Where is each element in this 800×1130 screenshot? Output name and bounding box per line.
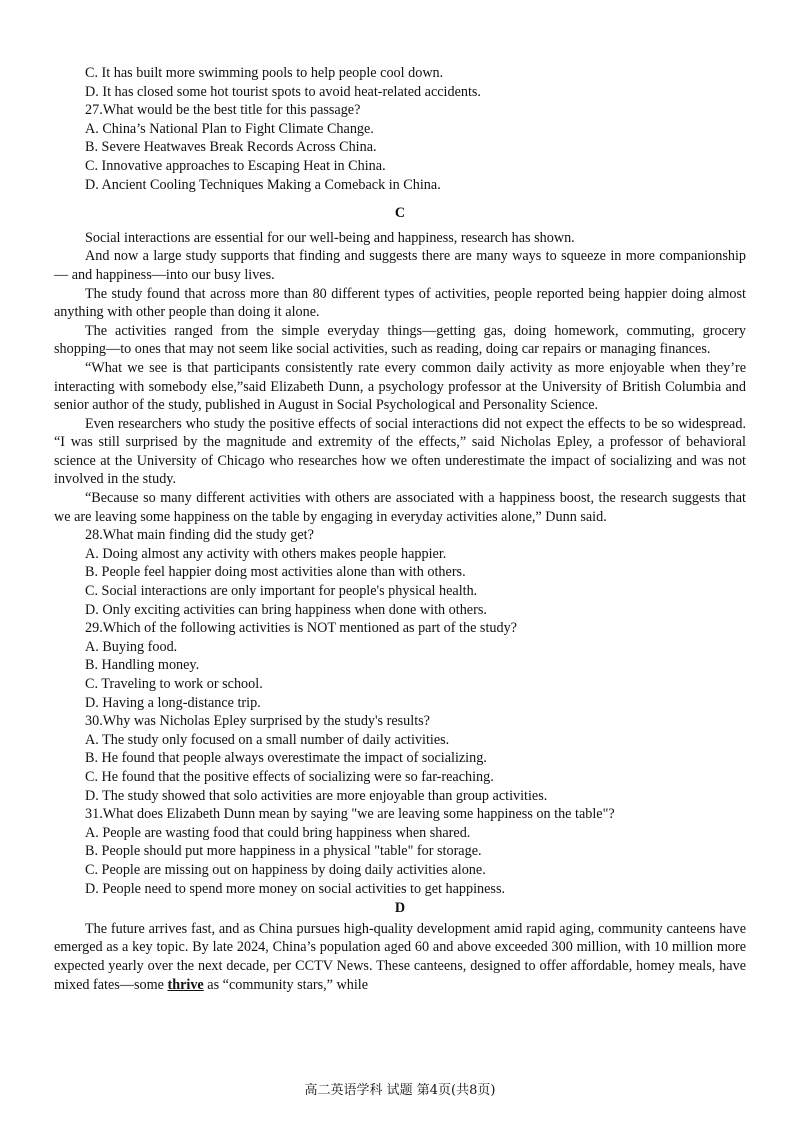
option-line: A. Buying food. xyxy=(85,638,178,655)
section-c-heading: C xyxy=(394,205,406,222)
option-line: B. People should put more happiness in a physical "table" for storage. xyxy=(85,843,482,860)
section-d-heading: D xyxy=(394,900,406,917)
option-line: D. Ancient Cooling Techniques Making a Comeback in China. xyxy=(85,176,441,193)
passage-d-paragraph-1 xyxy=(54,920,746,994)
question-30: 30.Why was Nicholas Epley surprised by the study's results? xyxy=(85,713,430,730)
passage-c-paragraph-4: The activities ranged from the simple everyday things—getting gas, doing homework, commuting, grocery shopping—to ones that may not seem like social activities, such as reading, doing car repairs or managing finances. xyxy=(54,322,746,358)
option-line: A. The study only focused on a small number of daily activities. xyxy=(85,731,450,748)
option-line: C. It has built more swimming pools to help people cool down. xyxy=(85,65,444,81)
question-29: 29.Which of the following activities is NOT mentioned as part of the study? xyxy=(85,620,517,637)
option-line: A. Doing almost any activity with others makes people happier. xyxy=(85,545,447,562)
page-footer: 高二英语学科 试题 第4页(共8页) xyxy=(304,1083,496,1098)
underlined-word: thrive xyxy=(167,976,204,993)
passage-c-paragraph-1: Social interactions are essential for our well-being and happiness, research has shown. xyxy=(85,229,575,246)
option-line: B. Handling money. xyxy=(85,657,200,674)
option-line: C. Traveling to work or school. xyxy=(85,676,263,692)
option-line: C. He found that the positive effects of socializing were so far-reaching. xyxy=(85,768,494,785)
passage-c-paragraph-7: “Because so many different activities with others are associated with a happiness boost, the research suggests that we are leaving some happiness on the table by engaging in everyday activities alone,” Dunn said. xyxy=(54,490,746,525)
question-27: 27.What would be the best title for this passage? xyxy=(85,102,361,119)
option-line: C. People are missing out on happiness by doing daily activities alone. xyxy=(85,861,486,878)
question-31: 31.What does Elizabeth Dunn mean by saying "we are leaving some happiness on the table"? xyxy=(85,806,615,823)
passage-d-text: The future arrives fast, and as China pursues high-quality development amid rapid aging, community canteens have emerged as a key topic. By late 2024, China’s population aged 60 and above exceeded 300 million, with 10 million more expected yearly over the next decade, per CCTV News. These canteens, designed to offer affordable, homey meals, have mixed fates—some xyxy=(54,920,746,993)
passage-c-paragraph-6: Even researchers who study the positive effects of social interactions did not expect the effects to be so widespread. “I was still surprised by the magnitude and extremity of the effects,” said Nicholas Epley, a professor of behavioral science at the University of Chicago who researches how we often underestimate the impact of socializing and was not involved in the study. xyxy=(54,415,746,488)
option-line: A. People are wasting food that could bring happiness when shared. xyxy=(85,824,471,841)
option-line: B. Severe Heatwaves Break Records Across China. xyxy=(85,139,377,156)
passage-c-paragraph-2: And now a large study supports that finding and suggests there are many ways to squeeze in more companionship — and happiness—into our busy lives. xyxy=(54,248,746,283)
option-line: B. People feel happier doing most activities alone than with others. xyxy=(85,564,466,581)
option-line: A. China’s National Plan to Fight Climate Change. xyxy=(85,120,374,137)
option-line: D. People need to spend more money on social activities to get happiness. xyxy=(85,880,506,897)
option-line: D. The study showed that solo activities are more enjoyable than group activities. xyxy=(85,787,548,804)
option-line: B. He found that people always overestimate the impact of socializing. xyxy=(85,750,487,767)
passage-c-paragraph-3: The study found that across more than 80 different types of activities, people reported being happier doing almost anything with other people than doing it alone. xyxy=(54,285,746,321)
option-line: D. Only exciting activities can bring happiness when done with others. xyxy=(85,601,487,618)
passage-c-paragraph-5: “What we see is that participants consistently rate every common daily activity as more enjoyable when they’re interacting with somebody else,”said Elizabeth Dunn, a psychology professor at the University of British Columbia and senior author of the study, published in August in Social Psychological and Personality Science. xyxy=(54,359,746,414)
option-line: C. Social interactions are only important for people's physical health. xyxy=(85,583,478,600)
option-line: C. Innovative approaches to Escaping Heat in China. xyxy=(85,157,386,174)
passage-d-text-end: as “community stars,” while xyxy=(203,976,369,993)
question-28: 28.What main finding did the study get? xyxy=(85,527,314,544)
option-line: D. Having a long-distance trip. xyxy=(85,694,261,711)
option-line: D. It has closed some hot tourist spots to avoid heat-related accidents. xyxy=(85,83,481,100)
